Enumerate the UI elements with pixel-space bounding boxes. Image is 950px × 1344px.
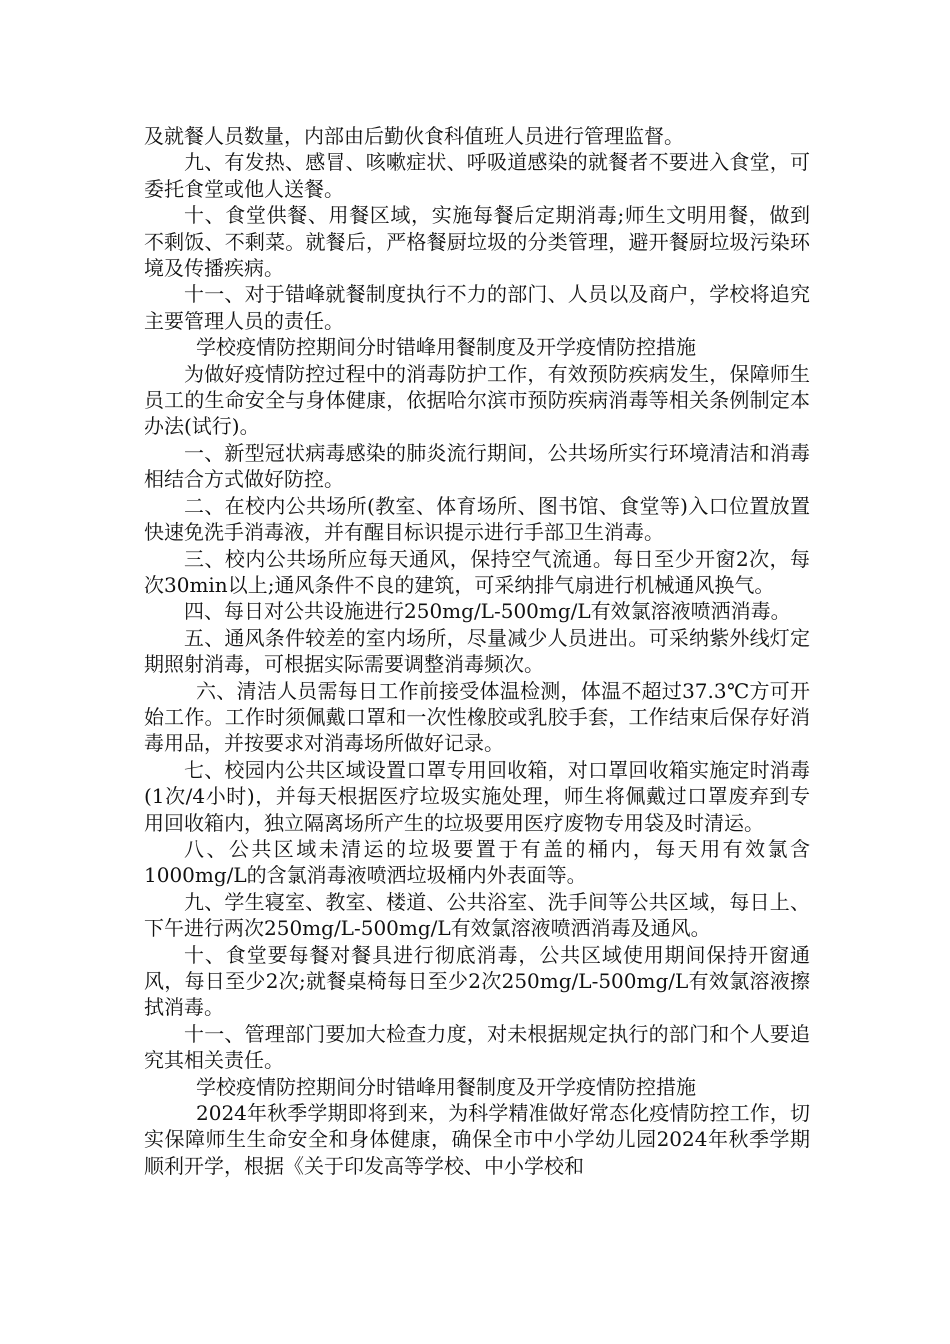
paragraph: 六、清洁人员需每日工作前接受体温检测，体温不超过37.3℃方可开始工作。工作时须佩戴口罩和一次性橡胶或乳胶手套，工作结束后保存好消毒用品，并按要求对消毒场所做好记录。 <box>144 678 810 756</box>
section-heading: 学校疫情防控期间分时错峰用餐制度及开学疫情防控措施 <box>196 1074 696 1099</box>
paragraph: 2024年秋季学期即将到来，为科学精准做好常态化疫情防控工作，切实保障师生生命安全和身体健康，确保全市中小学幼儿园2024年秋季学期顺利开学，根据《关于印发高等学校、中小学校和 <box>144 1101 810 1178</box>
paragraph: 十、食堂要每餐对餐具进行彻底消毒，公共区域使用期间保持开窗通风，每日至少2次;就餐桌椅每日至少2次250mg/L-500mg/L有效氯溶液擦拭消毒。 <box>144 942 810 1020</box>
paragraph: 十一、管理部门要加大检查力度，对未根据规定执行的部门和个人要追究其相关责任。 <box>144 1021 810 1073</box>
paragraph: 九、有发热、感冒、咳嗽症状、呼吸道感染的就餐者不要进入食堂，可委托食堂或他人送餐。 <box>144 150 810 201</box>
section-heading: 学校疫情防控期间分时错峰用餐制度及开学疫情防控措施 <box>196 335 696 360</box>
paragraph: 七、校园内公共区域设置口罩专用回收箱，对口罩回收箱实施定时消毒(1次/4小时)，并每天根据医疗垃圾实施处理，师生将佩戴过口罩废弃到专用回收箱内，独立隔离场所产生的垃圾要用医疗废物专用袋及时清运。 <box>144 757 810 835</box>
paragraph: 一、新型冠状病毒感染的肺炎流行期间，公共场所实行环境清洁和消毒相结合方式做好防控。 <box>144 440 810 492</box>
paragraph: 四、每日对公共设施进行250mg/L-500mg/L有效氯溶液喷洒消毒。 <box>184 599 791 624</box>
paragraph: 八、公共区域未清运的垃圾要置于有盖的桶内，每天用有效氯含1000mg/L的含氯消毒液喷洒垃圾桶内外表面等。 <box>144 836 810 888</box>
paragraph: 及就餐人员数量，内部由后勤伙食科值班人员进行管理监督。 <box>144 124 684 148</box>
paragraph: 三、校内公共场所应每天通风，保持空气流通。每日至少开窗2次，每次30min以上;通风条件不良的建筑，可采纳排气扇进行机械通风换气。 <box>144 546 810 597</box>
paragraph: 九、学生寝室、教室、楼道、公共浴室、洗手间等公共区域，每日上、下午进行两次250mg/L-500mg/L有效氯溶液喷洒消毒及通风。 <box>144 889 810 941</box>
paragraph: 十、食堂供餐、用餐区域，实施每餐后定期消毒;师生文明用餐，做到不剩饭、不剩菜。就餐后，严格餐厨垃圾的分类管理，避开餐厨垃圾污染环境及传播疾病。 <box>144 203 810 281</box>
paragraph: 二、在校内公共场所(教室、体育场所、图书馆、食堂等)入口位置放置快速免洗手消毒液，并有醒目标识提示进行手部卫生消毒。 <box>144 493 810 545</box>
paragraph: 五、通风条件较差的室内场所，尽量减少人员进出。可采纳紫外线灯定期照射消毒，可根据实际需要调整消毒频次。 <box>144 625 810 677</box>
paragraph: 十一、对于错峰就餐制度执行不力的部门、人员以及商户，学校将追究主要管理人员的责任。 <box>144 282 810 333</box>
document-page <box>144 123 810 1179</box>
paragraph: 为做好疫情防控过程中的消毒防护工作，有效预防疾病发生，保障师生员工的生命安全与身体健康，依据哈尔滨市预防疾病消毒等相关条例制定本办法(试行)。 <box>144 361 810 439</box>
